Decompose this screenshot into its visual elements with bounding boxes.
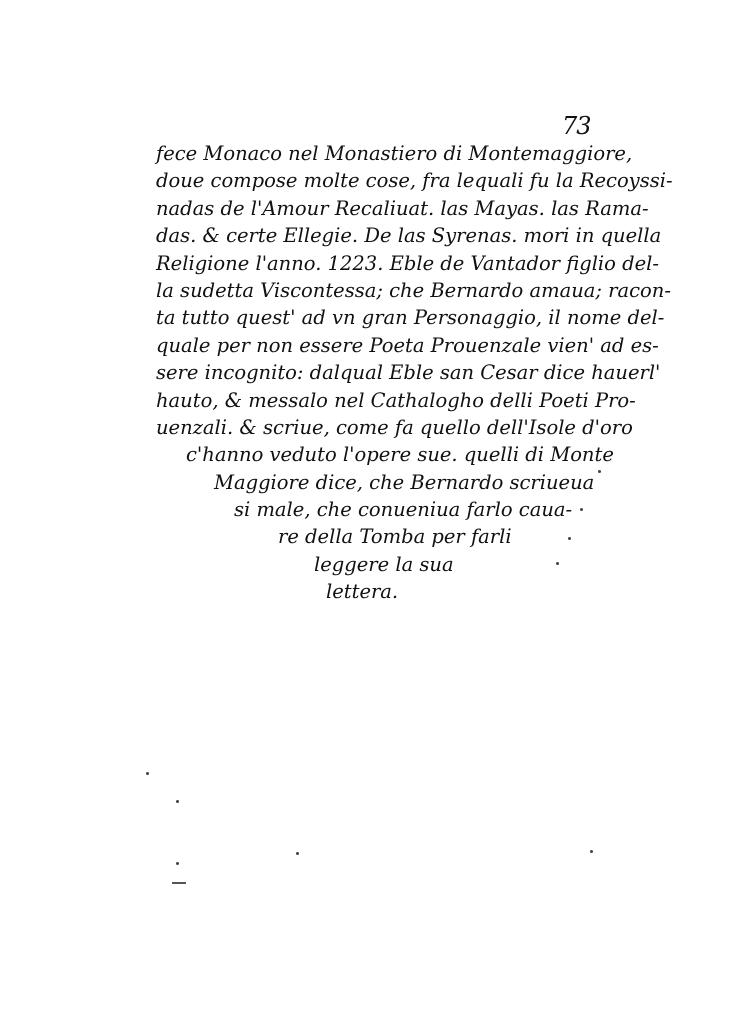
text-line: Religione l'anno. 1223. Eble de Vantador figlio del- (156, 251, 659, 275)
scan-speck (568, 537, 571, 540)
text-line: Maggiore dice, che Bernardo scriueua (214, 470, 595, 494)
body-text (156, 140, 673, 606)
text-line: sere incognito: dalqual Eble san Cesar dice hauerl' (156, 361, 661, 385)
scan-speck (296, 852, 299, 855)
text-line: c'hanno veduto l'opere sue. quelli di Monte (186, 443, 614, 467)
text-line: das. & certe Ellegie. De las Syrenas. mori in quella (156, 224, 662, 248)
text-line: uenzali. & scriue, come fa quello dell'Isole d'oro (156, 415, 633, 439)
text-line: hauto, & messalo nel Cathalogho delli Poeti Pro- (156, 388, 636, 412)
text-line: lettera. (326, 580, 399, 604)
text-line: doue compose molte cose, fra lequali fu la Recoyssi- (156, 169, 673, 193)
text-line: quale per non essere Poeta Prouenzale vien' ad es- (156, 333, 659, 357)
text-line: si male, che conueniua farlo caua- (234, 498, 573, 522)
scan-speck (146, 772, 149, 775)
text-line: re della Tomba per farli (278, 525, 512, 549)
scan-speck (590, 850, 593, 853)
scan-speck (176, 862, 179, 865)
scan-mark (172, 882, 186, 884)
text-line: fece Monaco nel Monastiero di Montemaggiore, (156, 142, 633, 165)
scan-speck (598, 470, 601, 473)
text-line: la sudetta Viscontessa; che Bernardo amaua; racon- (156, 278, 671, 302)
text-line: leggere la sua (314, 552, 454, 576)
scan-speck (580, 508, 583, 511)
page-number: 73 (562, 112, 591, 140)
scan-speck (556, 562, 559, 565)
text-line: ta tutto quest' ad vn gran Personaggio, il nome del- (156, 306, 665, 330)
scan-speck (176, 800, 179, 803)
text-line: nadas de l'Amour Recaliuat. las Mayas. las Rama- (156, 196, 649, 220)
